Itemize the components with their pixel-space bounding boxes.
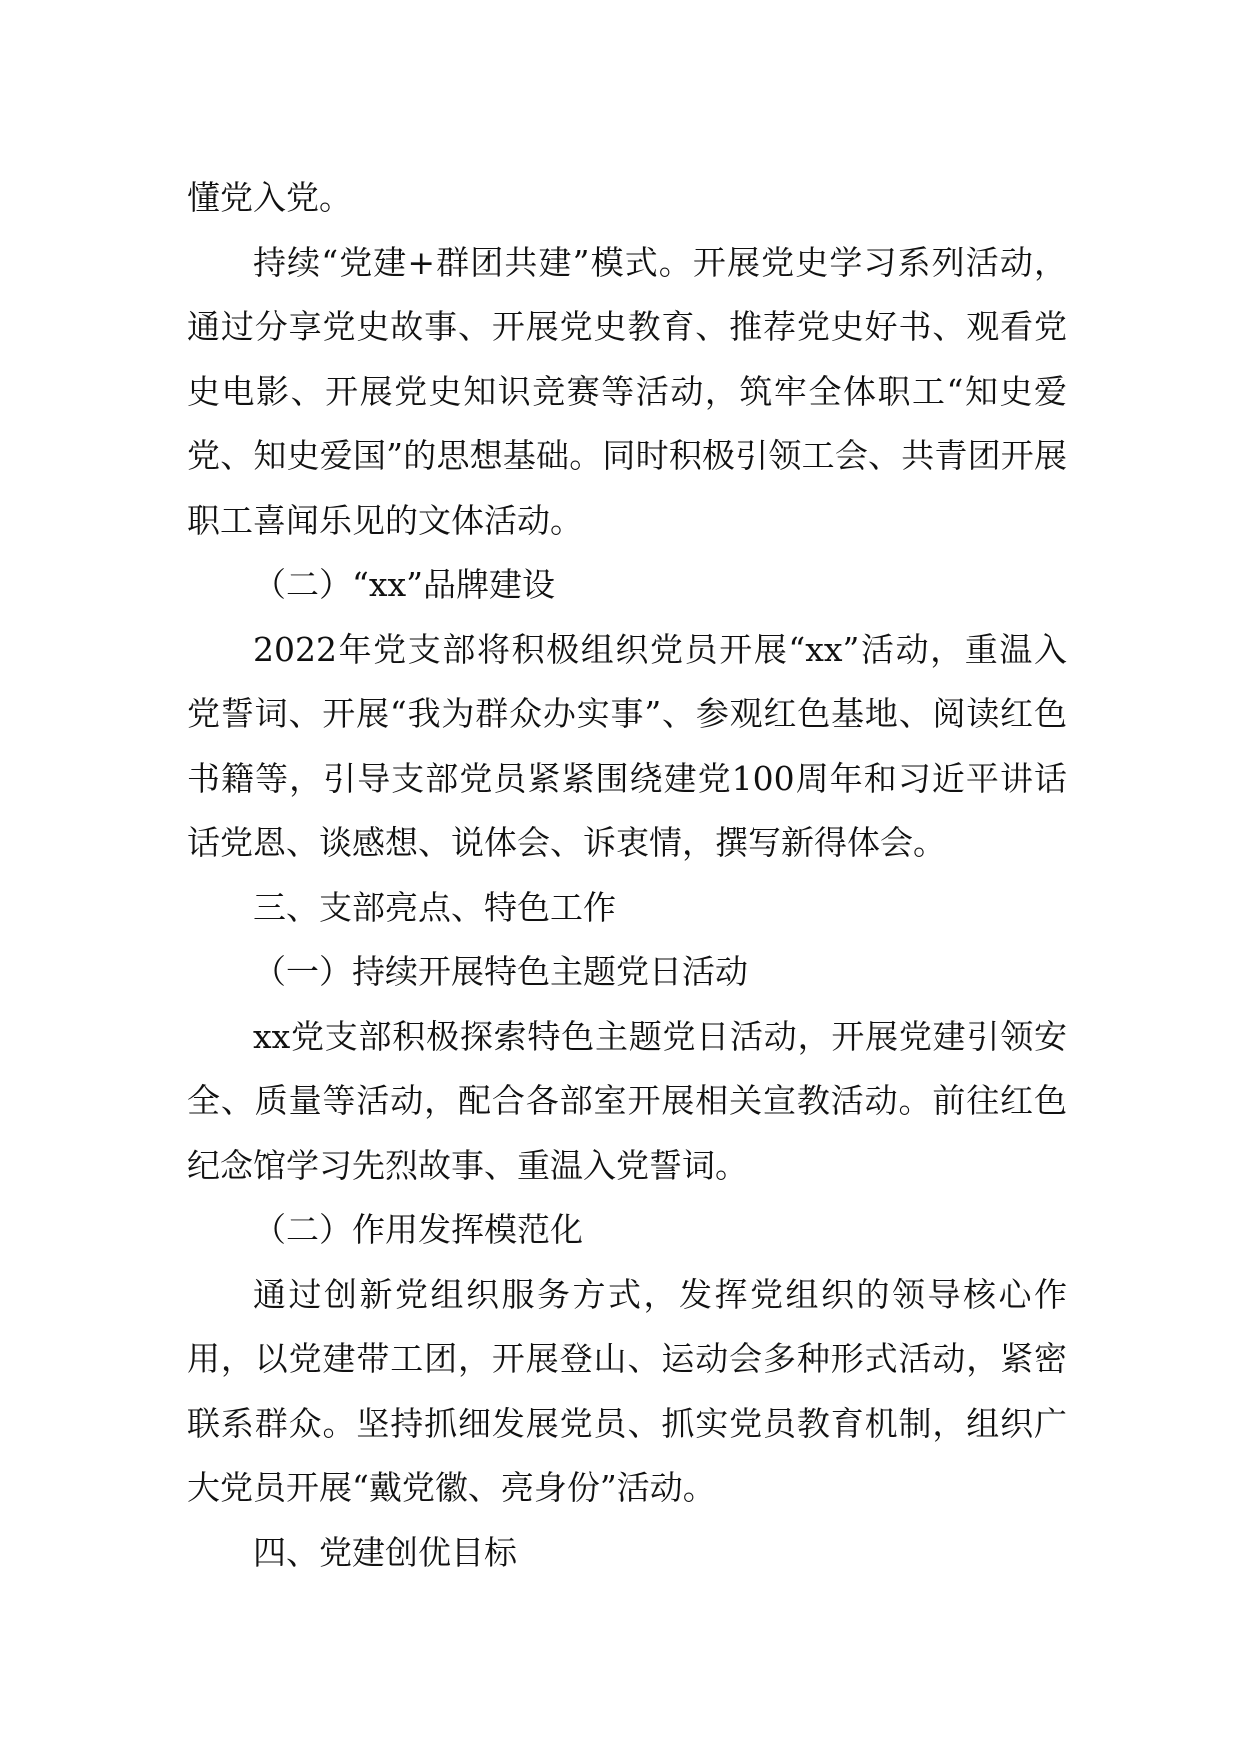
section-heading-highlights: 三、支部亮点、特色工作 <box>253 887 616 927</box>
paragraph-continued: 懂党入党。 <box>187 178 352 217</box>
section-heading-brand-building: （二）“xx”品牌建设 <box>253 565 555 604</box>
section-heading-goals: 四、党建创优目标 <box>253 1532 517 1572</box>
subsection-heading-exemplary-role: （二）作用发挥模范化 <box>253 1210 583 1249</box>
paragraph-exemplary-role: 通过创新党组织服务方式，发挥党组织的领导核心作用，以党建带工团，开展登山、运动会多种形式活动，紧密联系群众。坚持抓细发展党员、抓实党员教育机制，组织广大党员开展“戴党徽、亮身份”活动。 <box>187 1274 1067 1507</box>
subsection-heading-theme-day: （一）持续开展特色主题党日活动 <box>253 952 748 991</box>
paragraph-brand-building: 2022年党支部将积极组织党员开展“xx”活动，重温入党誓词、开展“我为群众办实事”、参观红色基地、阅读红色书籍等，引导支部党员紧紧围绕建党100周年和习近平讲话话党恩、谈感想、说体会、诉衷情，撰写新得体会。 <box>187 629 1067 862</box>
paragraph-theme-day: xx党支部积极探索特色主题党日活动，开展党建引领安全、质量等活动，配合各部室开展相关宣教活动。前往红色纪念馆学习先烈故事、重温入党誓词。 <box>187 1016 1067 1185</box>
paragraph-party-mass-coconstruction: 持续“党建+群团共建”模式。开展党史学习系列活动，通过分享党史故事、开展党史教育、推荐党史好书、观看党史电影、开展党史知识竞赛等活动，筑牢全体职工“知史爱党、知史爱国”的思想基础。同时积极引领工会、共青团开展职工喜闻乐见的文体活动。 <box>187 242 1067 540</box>
document-body <box>187 166 1067 1585</box>
